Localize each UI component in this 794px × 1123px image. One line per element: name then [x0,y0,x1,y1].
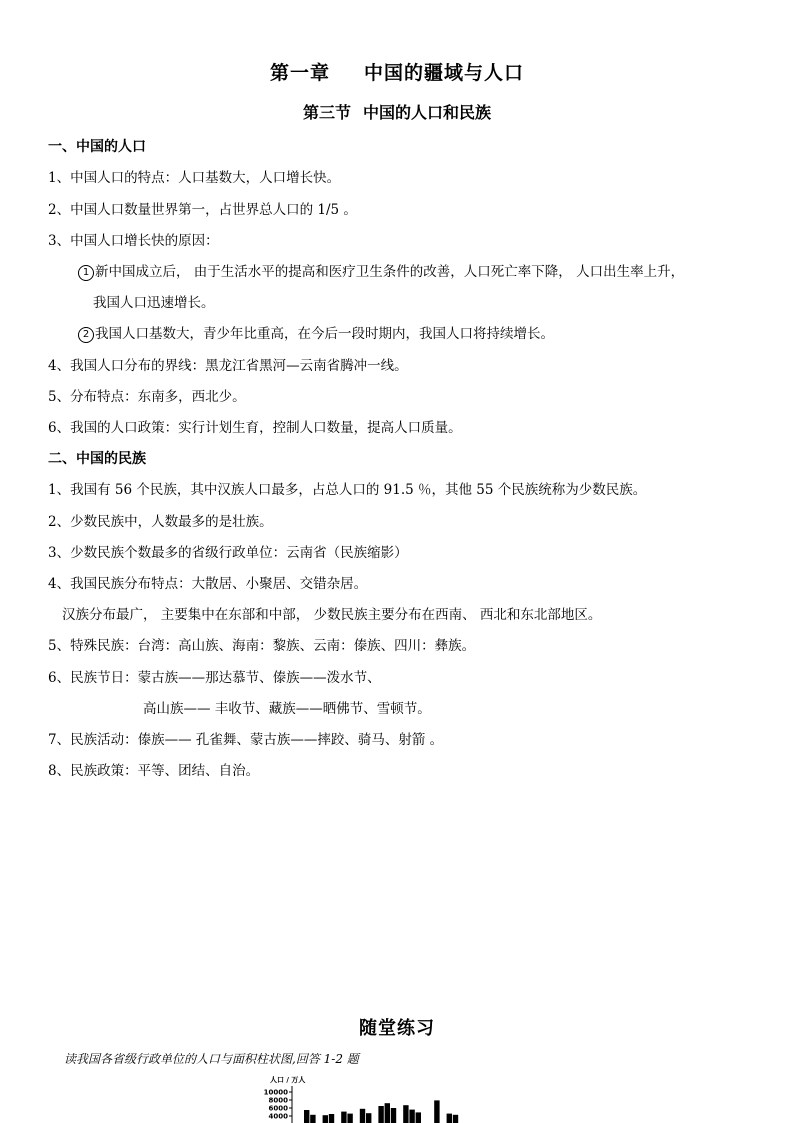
chapter-title [0,58,794,85]
bar [366,1113,371,1123]
y-tick-label: 10000 [263,1088,288,1097]
p1-item-6: 6、我国的人口政策：实行计划生育，控制人口数量，提高人口质量。 [48,420,462,436]
y-tick-label: 4000 [268,1112,288,1121]
practice-title: 随堂练习 [359,1018,435,1039]
y-axis-label: 人口 / 万人 [270,1076,306,1084]
y-tick-label: 8000 [268,1096,288,1105]
y-tick-label: 6000 [268,1104,288,1113]
reason-1-text: 新中国成立后， 由于生活水平的提高和医疗卫生条件的改善，人口死亡率下降， 人口出生率上升， [95,264,685,280]
p2-item-5: 5、特殊民族：台湾：高山族、海南：黎族、云南：傣族、四川：彝族。 [48,638,476,654]
bar [453,1115,458,1123]
chapter-name: 中国的疆域与人口 [364,62,525,84]
reason-2 [78,325,554,343]
population-bar-chart [260,1070,490,1123]
reason-2-text: 我国人口基数大，青少年比重高，在今后一段时期内，我国人口将持续增长。 [95,326,554,342]
p2-item-8: 8、民族政策：平等、团结、自治。 [48,763,260,779]
p2-item-6-continued: 高山族—— 丰收节、藏族——晒佛节、雪顿节。 [143,701,431,717]
p2-item-3: 3、少数民族个数最多的省级行政单位：云南省（民族缩影） [48,545,408,561]
chapter-number: 第一章 [269,62,330,84]
bar [378,1106,383,1123]
p2-item-4-continued: 汉族分布最广， 主要集中在东部和中部， 少数民族主要分布在西南、 西北和东北部地区。 [62,607,602,623]
bar [447,1114,452,1123]
section-title [0,100,794,123]
bar [329,1114,334,1123]
p1-item-2: 2、中国人口数量世界第一，占世界总人口的 1/5 。 [48,202,357,218]
part1-heading: 一、中国的人口 [48,139,146,155]
p2-item-1: 1、我国有 56 个民族，其中汉族人口最多，占总人口的 91.5 ％，其他 55 个民族统称为少数民族。 [48,482,647,498]
section-number: 第三节 [302,103,351,122]
bar [403,1105,408,1123]
bar [347,1114,352,1123]
reason-1 [78,263,684,281]
section-name: 中国的人口和民族 [363,103,492,122]
p1-item-5: 5、分布特点：东南多，西北少。 [48,389,246,405]
p2-item-7: 7、民族活动：傣族—— 孔雀舞、蒙古族——摔跤、骑马、射箭 。 [48,732,444,748]
part2-heading: 二、中国的民族 [48,451,146,467]
circled-number-1: 1 [78,265,94,281]
p2-item-6: 6、民族节日：蒙古族——那达慕节、傣族——泼水节、 [48,670,381,686]
bar [391,1108,396,1123]
p1-item-3: 3、中国人口增长快的原因： [48,233,219,249]
p1-item-1: 1、中国人口的特点：人口基数大，人口增长快。 [48,170,341,186]
bar [341,1112,346,1123]
bar [409,1110,414,1123]
bar [434,1100,439,1123]
p2-item-4: 4、我国民族分布特点：大散居、小聚居、交错杂居。 [48,576,368,592]
bar [304,1110,309,1123]
practice-instruction: 读我国各省级行政单位的人口与面积柱状图,回答 1-2 题 [64,1052,359,1066]
p2-item-2: 2、少数民族中，人数最多的是壮族。 [48,514,273,530]
chart-canvas [260,1070,490,1123]
p1-item-4: 4、我国人口分布的界线：黑龙江省黑河—云南省腾冲一线。 [48,358,408,374]
bar [323,1115,328,1123]
bar [360,1109,365,1123]
circled-number-2: 2 [78,327,94,343]
bar [310,1115,315,1123]
reason-1-continued: 我国人口迅速增长。 [93,295,215,311]
bar [416,1112,421,1123]
bar [385,1103,390,1123]
